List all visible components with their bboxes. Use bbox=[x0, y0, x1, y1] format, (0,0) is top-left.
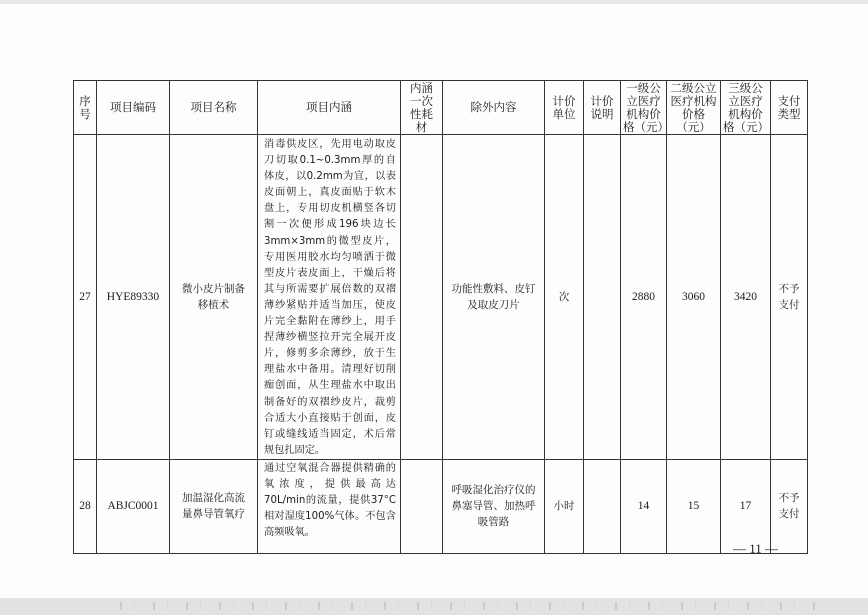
row-consumable bbox=[401, 135, 443, 460]
price-table bbox=[73, 80, 808, 554]
header-pay: 支付类型 bbox=[771, 81, 808, 135]
table-row bbox=[74, 459, 808, 553]
row-note bbox=[584, 135, 621, 460]
header-price-level2: 二级公立医疗机构价格（元） bbox=[667, 81, 721, 135]
row-content: 通过空氧混合器提供精确的氧浓度，提供最高达70L/min的流量，提供37°C相对湿度100%气体。不包含高频吸氧。 bbox=[258, 459, 401, 553]
scan-edge-top bbox=[0, 0, 868, 4]
row-unit: 次 bbox=[545, 135, 584, 460]
header-unit: 计价单位 bbox=[545, 81, 584, 135]
row-seq: 28 bbox=[74, 459, 97, 553]
row-price-level1: 14 bbox=[621, 459, 667, 553]
header-name: 项目名称 bbox=[170, 81, 258, 135]
row-name: 加温湿化高流量鼻导管氧疗 bbox=[170, 459, 258, 553]
header-price-level1: 一级公立医疗机构价格（元） bbox=[621, 81, 667, 135]
row-unit: 小时 bbox=[545, 459, 584, 553]
row-code: HYE89330 bbox=[97, 135, 170, 460]
header-content: 项目内涵 bbox=[258, 81, 401, 135]
scan-marks bbox=[120, 602, 820, 610]
row-code: ABJC0001 bbox=[97, 459, 170, 553]
row-seq: 27 bbox=[74, 135, 97, 460]
row-name: 微小皮片制备移植术 bbox=[170, 135, 258, 460]
row-price-level2: 3060 bbox=[667, 135, 721, 460]
row-price-level3: 17 bbox=[721, 459, 771, 553]
header-code: 项目编码 bbox=[97, 81, 170, 135]
row-price-level3: 3420 bbox=[721, 135, 771, 460]
row-content: 消毒供皮区，先用电动取皮刀切取0.1~0.3mm厚的自体皮，以0.2mm为宜，以表皮面朝上，真皮面贴于软木盘上，专用切皮机横竖各切割一次便形成196块边长3mm×3mm的微型皮片，专用医用胶水均匀喷洒于微型皮片表皮面上，干燥后将其与所需要扩展倍数的双褶薄纱紧贴并适当加压，使皮片完全黏附在薄纱上，用手捏薄纱横竖拉开完全展开皮片，修剪多余薄纱，放于生理盐水中备用。清理好切削痂创面，从生理盐水中取出制备好的双褶纱皮片，裁剪合适大小直接贴于创面，皮钉或缝线适当固定，术后常规包扎固定。 bbox=[258, 135, 401, 460]
header-excluded: 除外内容 bbox=[443, 81, 545, 135]
table-header-row bbox=[74, 81, 808, 135]
row-price-level1: 2880 bbox=[621, 135, 667, 460]
header-consumable: 内涵一次性耗材 bbox=[401, 81, 443, 135]
row-pay: 不予支付 bbox=[771, 135, 808, 460]
row-pay: 不予支付 bbox=[771, 459, 808, 553]
row-excluded: 呼吸湿化治疗仪的鼻塞导管、加热呼吸管路 bbox=[443, 459, 545, 553]
header-seq: 序号 bbox=[74, 81, 97, 135]
header-note: 计价说明 bbox=[584, 81, 621, 135]
row-price-level2: 15 bbox=[667, 459, 721, 553]
page-number: — 11 — bbox=[733, 541, 779, 556]
row-note bbox=[584, 459, 621, 553]
row-consumable bbox=[401, 459, 443, 553]
row-excluded: 功能性敷料、皮钉及取皮刀片 bbox=[443, 135, 545, 460]
header-price-level3: 三级公立医疗机构价格（元） bbox=[721, 81, 771, 135]
table-row bbox=[74, 135, 808, 460]
